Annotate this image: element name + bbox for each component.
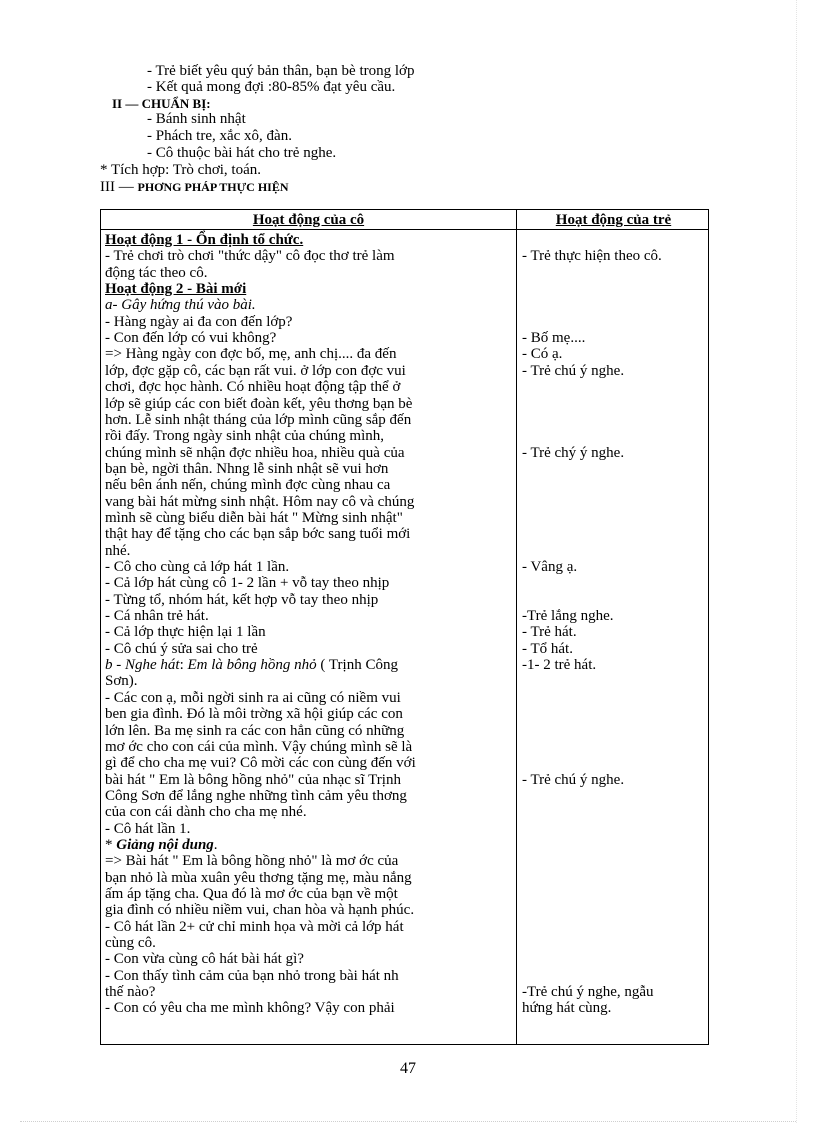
prep-item-1: - Bánh sinh nhật (147, 111, 246, 127)
header-divider (101, 229, 708, 230)
teacher-line: - Con có yêu cha me mình không? Vậy con phải (105, 1000, 395, 1017)
child-line: - Tổ hát. (522, 640, 573, 657)
teacher-line: hơn. Lễ sinh nhật tháng của lớp mình cũng sắp đến (105, 411, 412, 428)
teacher-line: - Hàng ngày ai đa con đến lớp? (105, 313, 293, 330)
song-title: Em là bông hồng nhỏ (187, 657, 317, 674)
teacher-line: chúng mình sẽ nhận đợc nhiều hoa, nhiều quà của (105, 444, 405, 461)
activity-table (100, 209, 709, 1045)
song-author: ( Trịnh Công (316, 657, 398, 674)
subsection-b-colon: : (179, 657, 188, 674)
teacher-line: - Cô chú ý sửa sai cho trẻ (105, 640, 258, 657)
teacher-line (105, 837, 218, 853)
prep-item-2: - Phách tre, xắc xô, đàn. (147, 128, 292, 144)
teacher-line: - Cả lớp hát cùng cô 1- 2 lần + vỗ tay theo nhịp (105, 575, 390, 592)
child-line: - Trẻ chý ý nghe. (522, 444, 625, 461)
teacher-line: của con cái dành cho cha mẹ nhé. (105, 804, 307, 821)
teacher-line: thế nào? (105, 984, 156, 1001)
teacher-line (105, 657, 398, 673)
teacher-line: nếu bên ánh nến, chúng mình đợc cùng nhau ca (105, 477, 391, 494)
teacher-line: ấm áp tặng cha. Qua đó là mơ ớc của bạn về một (105, 886, 398, 902)
teacher-line: Hoạt động 1 - Ổn định tổ chức. (105, 232, 304, 248)
bullet: * (105, 836, 117, 853)
section-heading-method-title: PHƠNG PHÁP THỰC HIỆN (137, 180, 289, 194)
child-line: - Trẻ chú ý nghe. (522, 362, 625, 379)
teacher-line: động tác theo cô. (105, 264, 208, 281)
col-header-child: Hoạt động của trẻ (555, 212, 672, 228)
child-line: - Bố mẹ.... (522, 330, 586, 347)
child-line: -Trẻ chú ý nghe, ngẫu (522, 984, 654, 1001)
teacher-line: - Cô cho cùng cả lớp hát 1 lần. (105, 559, 290, 575)
prep-item-3: - Cô thuộc bài hát cho trẻ nghe. (147, 145, 337, 161)
teacher-line: - Cô hát lần 2+ cử chỉ minh họa và mời cả lớp hát (105, 918, 404, 935)
teacher-line: lớn lên. Ba mẹ sinh ra các con hẳn cũng có những (105, 722, 405, 739)
teacher-line: chơi, đợc học hành. Có nhiều hoạt động tập thể ở (105, 379, 401, 396)
section-heading-preparation: II — CHUẨN BỊ: (112, 96, 211, 111)
teacher-line: - Cả lớp thực hiện lại 1 lần (105, 624, 266, 641)
teacher-line: - Con đến lớp có vui không? (105, 330, 277, 347)
teacher-line: cùng cô. (105, 935, 156, 952)
page-number: 47 (400, 1060, 416, 1077)
teacher-line: thật hay để tặng cho các bạn sắp bớc sang tuổi mới (105, 526, 411, 543)
teacher-line: bạn bè, ngời thân. Nhng lễ sinh nhật sẽ vui hơn (105, 460, 389, 477)
child-line: hứng hát cùng. (522, 1000, 612, 1017)
teacher-line: - Cô hát lần 1. (105, 820, 191, 837)
teacher-line: bạn nhỏ là mùa xuân yêu thơng tặng mẹ, màu nắng (105, 869, 412, 886)
child-line: -Trẻ lắng nghe. (522, 608, 614, 625)
teacher-line: gia đình có nhiều niềm vui, chan hòa và hạnh phúc. (105, 902, 415, 919)
teacher-line: Hoạt động 2 - Bài mới (105, 281, 247, 298)
teacher-line: mơ ớc cho con cái của mình. Vậy chúng mình sẽ là (105, 738, 413, 755)
goal-line-2: - Kết quả mong đợi :80-85% đạt yêu cầu. (147, 79, 396, 95)
child-line: - Vâng ạ. (522, 559, 578, 575)
teacher-line: lớp, đợc gặp cô, các bạn rất vui. ở lớp con đợc vui (105, 362, 406, 379)
teacher-line: - Con thấy tình cảm của bạn nhỏ trong bài hát nh (105, 967, 399, 984)
child-line: - Trẻ hát. (522, 624, 577, 641)
teacher-line: Sơn). (105, 673, 138, 690)
child-line: - Trẻ thực hiện theo cô. (522, 248, 662, 265)
col-header-teacher: Hoạt động của cô (252, 212, 365, 228)
child-line: - Có ạ. (522, 346, 563, 363)
teacher-line: rồi đấy. Trong ngày sinh nhật của chúng mình, (105, 428, 385, 445)
period: . (213, 836, 218, 853)
teacher-line: ben gia đình. Đó là môi trờng xã hội giúp các con (105, 706, 403, 723)
subsection-b-label: b - Nghe hát (105, 657, 180, 674)
teacher-line: - Trẻ chơi trò chơi "thức dậy" cô đọc thơ trẻ làm (105, 248, 395, 265)
section-heading-method-prefix: III — (100, 179, 134, 195)
teacher-line: mình sẽ cùng biểu diễn bài hát " Mừng sinh nhật" (105, 509, 403, 526)
column-divider (516, 210, 517, 1044)
page-right-border (796, 0, 798, 1123)
teacher-line: vang bài hát mừng sinh nhật. Hôm nay cô và chúng (105, 493, 415, 510)
goal-line-1: - Trẻ biết yêu quý bản thân, bạn bè trong lớp (147, 63, 415, 79)
content-heading: Giảng nội dung (116, 836, 214, 853)
teacher-line: - Con vừa cùng cô hát bài hát gì? (105, 951, 304, 968)
teacher-line: a- Gây hứng thú vào bài. (105, 297, 256, 314)
teacher-line: => Bài hát " Em là bông hồng nhỏ" là mơ ớc của (105, 853, 399, 870)
teacher-line: gì để cho cha mẹ vui? Cô mời các con cùng đến với (105, 755, 416, 772)
teacher-line: - Cá nhân trẻ hát. (105, 608, 209, 625)
section-heading-method (100, 179, 289, 195)
teacher-line: bài hát " Em là bông hồng nhỏ" của nhạc sĩ Trịnh (105, 771, 401, 788)
teacher-line: - Từng tổ, nhóm hát, kết hợp vỗ tay theo nhịp (105, 591, 379, 608)
teacher-line: - Các con ạ, mỗi ngời sinh ra ai cũng có niềm vui (105, 689, 401, 706)
teacher-line: lớp sẽ giúp các con biết đoàn kết, yêu thơng bạn bè (105, 395, 413, 412)
child-line: - Trẻ chú ý nghe. (522, 771, 625, 788)
teacher-line: Công Sơn để lắng nghe những tình cảm yêu thơng (105, 787, 407, 804)
child-line: -1- 2 trẻ hát. (522, 657, 597, 674)
integration-line: * Tích hợp: Trò chơi, toán. (100, 162, 262, 178)
teacher-line: nhé. (105, 542, 131, 559)
teacher-line: => Hàng ngày con đợc bố, mẹ, anh chị.... đa đến (105, 346, 397, 363)
